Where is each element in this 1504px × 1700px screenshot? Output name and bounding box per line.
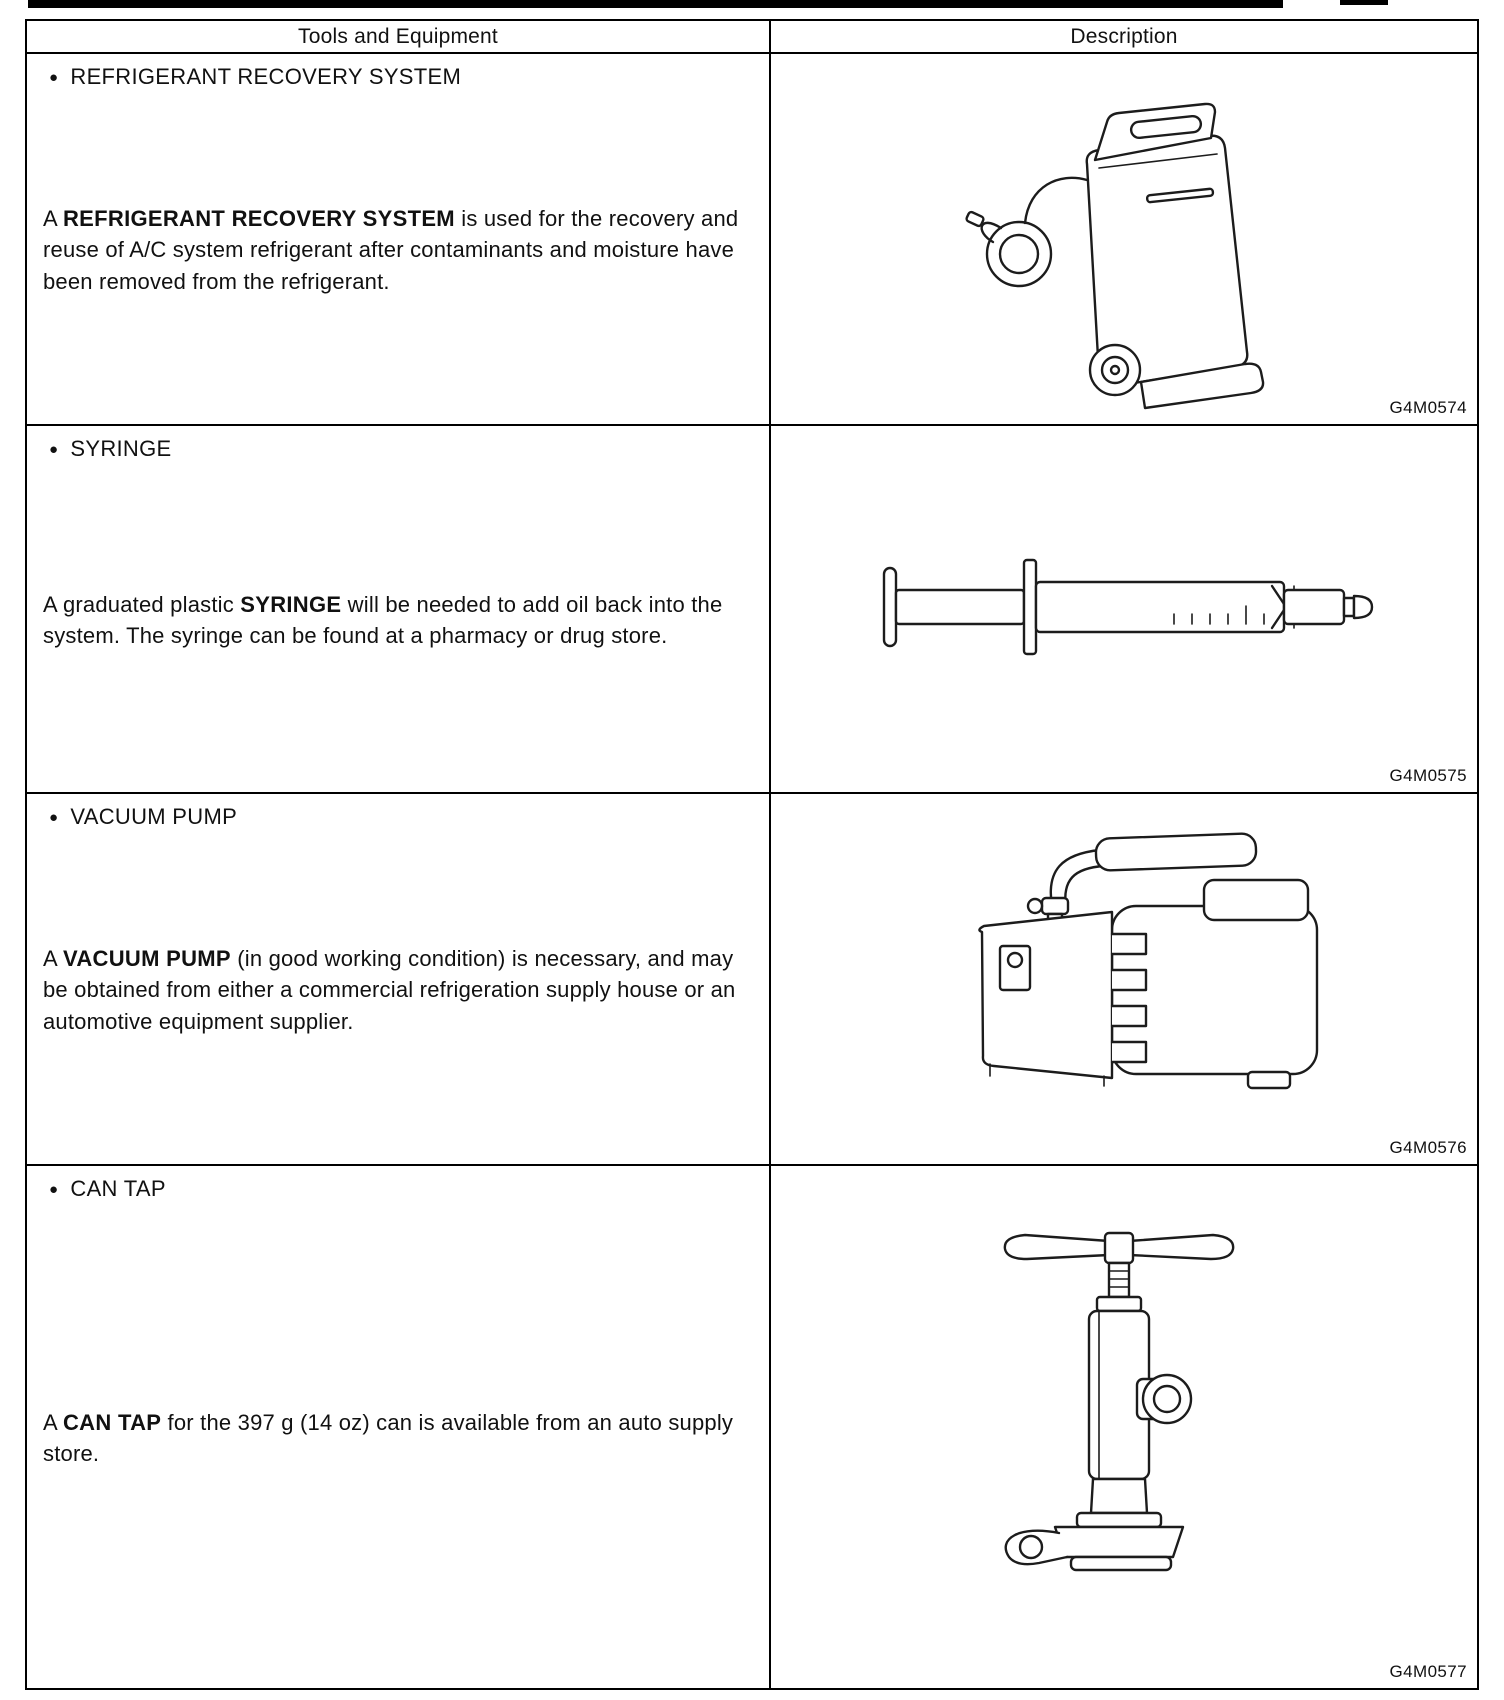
desc-rest: is used for the recovery and reuse of A/C system refrigerant after contaminants and moisture have been removed from the refrigerant. [43,206,739,294]
header-cell-tools: Tools and Equipment [27,21,771,52]
header-cell-description: Description [1070,24,1178,48]
figure-code: G4M0574 [1389,398,1467,417]
desc-prefix: A [43,206,63,232]
bullet-icon: ● [49,68,59,86]
bullet-icon: ● [49,808,59,826]
scan-edge-artifact [28,0,1283,8]
desc-bold-term: SYRINGE [240,591,342,617]
tool-title-text: CAN TAP [70,1176,166,1201]
table-row [27,426,1477,794]
tool-title-text: SYRINGE [70,436,172,461]
tool-title-text: REFRIGERANT RECOVERY SYSTEM [70,64,462,89]
desc-bold-term: CAN TAP [62,1409,162,1435]
desc-rest: (in good working condition) is necessary, and may be obtained from either a commercial refrigeration supply house or an automotive equipment supplier. [43,946,736,1034]
tool-cell [27,426,771,792]
desc-bold-term: VACUUM PUMP [62,946,231,972]
refrigerant-recovery-machine-illustration [909,64,1339,414]
desc-prefix: A [43,946,63,972]
description-cell [771,794,1477,1164]
can-tap-illustration [959,1207,1289,1647]
description-cell [771,54,1477,424]
tool-title [43,64,753,90]
table-row [27,794,1477,1166]
description-cell [771,1166,1477,1688]
graduated-syringe-drawing [874,544,1374,674]
graduated-syringe-illustration [874,544,1374,674]
tool-cell [27,1166,771,1688]
bullet-icon: ● [49,1180,59,1198]
table-row [27,54,1477,426]
tool-title [43,436,753,462]
tool-cell [27,794,771,1164]
table-row [27,1166,1477,1688]
figure-code: G4M0577 [1389,1662,1467,1681]
tools-equipment-table [25,19,1479,1690]
tool-description [43,589,745,651]
tool-description [43,943,745,1037]
tool-title [43,804,753,830]
desc-prefix: A [43,1409,63,1435]
tool-description [43,203,745,297]
vacuum-pump-illustration [904,814,1344,1144]
table-header-row [27,21,1477,54]
desc-prefix: A graduated plastic [43,591,241,617]
tool-cell [27,54,771,424]
desc-rest: will be needed to add oil back into the system. The syringe can be found at a pharmacy or drug store. [43,591,723,648]
desc-rest: for the 397 g (14 oz) can is available from an auto supply store. [43,1409,734,1466]
figure-code: G4M0575 [1389,766,1467,785]
description-cell [771,426,1477,792]
scan-edge-artifact-small [1340,0,1388,5]
can-tap-drawing [959,1207,1289,1647]
tool-title [43,1176,753,1202]
tool-title-text: VACUUM PUMP [70,804,238,829]
bullet-icon: ● [49,440,59,458]
tool-description [43,1407,745,1469]
vacuum-pump-drawing [904,814,1344,1144]
refrigerant-recovery-machine-drawing [909,64,1339,414]
figure-code: G4M0576 [1389,1138,1467,1157]
desc-bold-term: REFRIGERANT RECOVERY SYSTEM [62,206,455,232]
